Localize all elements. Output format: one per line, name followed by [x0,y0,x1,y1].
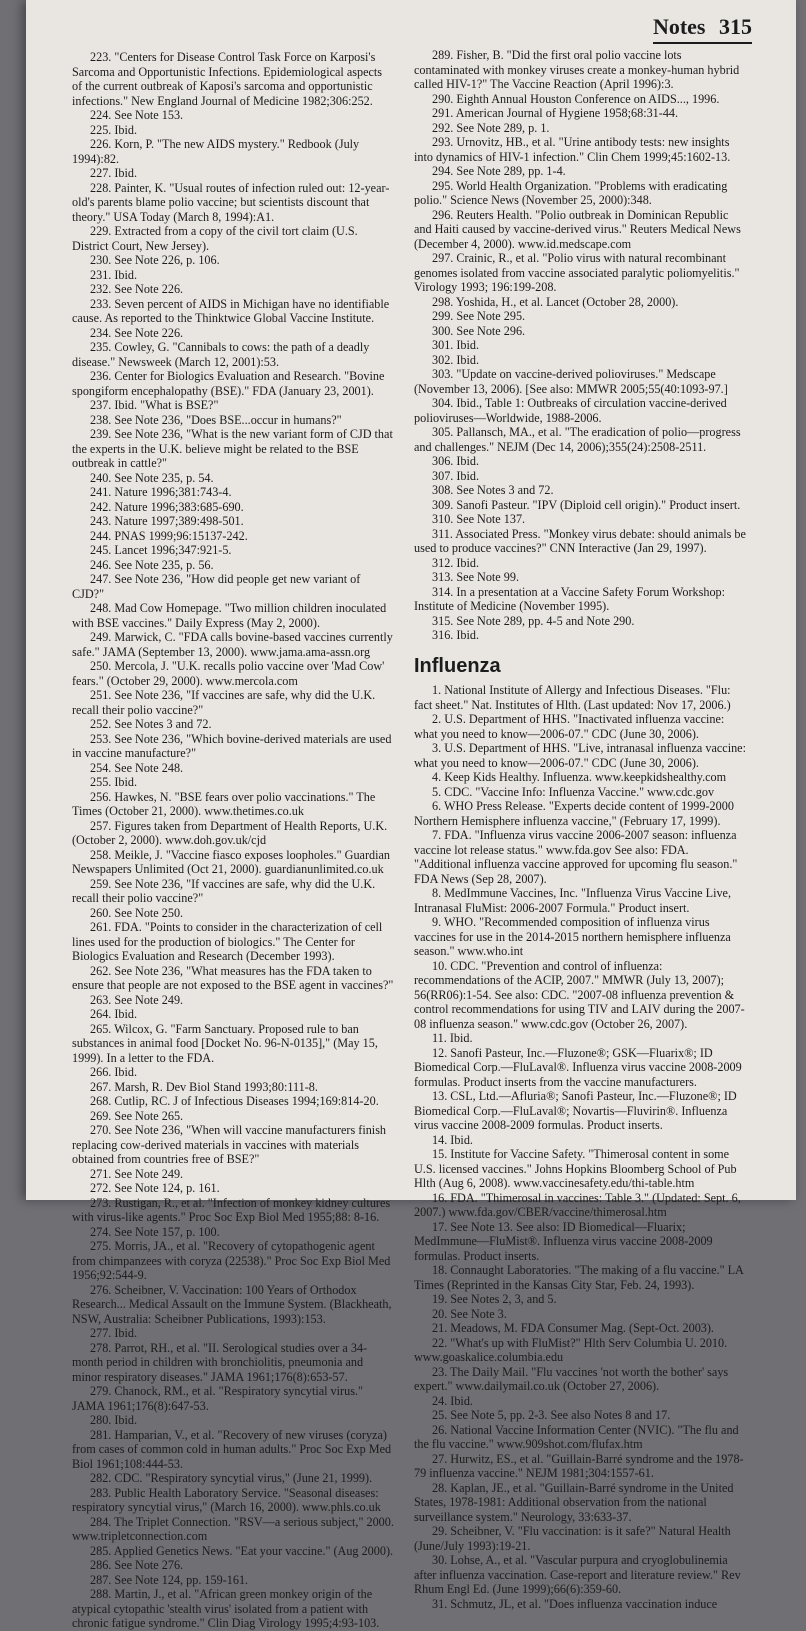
note-entry: 253. See Note 236, "Which bovine-derived materials are used in vaccine manufacture?" [72,731,392,760]
note-entry: 260. See Note 250. [90,905,184,920]
note-entry: 246. See Note 235, p. 56. [90,557,214,572]
note-entry: 290. Eighth Annual Houston Conference on AIDS..., 1996. [432,91,720,106]
note-entry: 226. Korn, P. "The new AIDS mystery." Redbook (July 1994):82. [72,137,360,166]
note-entry: 254. See Note 248. [90,760,184,775]
note-entry: 311. Associated Press. "Monkey virus debate: should animals be used to produce vaccines?" CNN Interactive (Jan 29, 1997). [414,526,746,555]
note-entry: 286. See Note 276. [90,1558,184,1572]
header-title: Notes [652,14,706,39]
note-entry: 305. Pallansch, MA., et al. "The eradication of polio—progress and challenges." NEJM (Dec 14, 2006);355(24):2508-2511. [414,425,741,454]
note-entry: 229. Extracted from a copy of the civil tort claim (U.S. District Court, New Jersey). [72,224,358,253]
note-entry: 244. PNAS 1999;96:15137-242. [90,528,248,543]
note-entry: 315. See Note 289, pp. 4-5 and Note 290. [432,613,635,628]
note-entry: 306. Ibid. [432,454,480,468]
note-entry: 276. Scheibner, V. Vaccination: 100 Years of Orthodox Research... Medical Assault on the Immune System. (Blackheath, NSW, Australia: Scheibner Publications, 1993):153. [72,1282,392,1326]
note-entry: 293. Urnovitz, HB., et al. "Urine antibody tests: new insights into dynamics of HIV-1 infection." Clin Chem 1999;45:1602-13. [414,135,731,164]
note-entry: 23. The Daily Mail. "Flu vaccines 'not worth the bother' says expert." www.dailymail.co.uk (October 27, 2006). [414,1364,729,1393]
note-entry: 8. MedImmune Vaccines, Inc. "Influenza Virus Vaccine Live, Intranasal FluMist: 2006-2007 Formula." Product insert. [414,886,732,915]
note-entry: 266. Ibid. [90,1065,138,1079]
note-entry: 316. Ibid. [432,628,480,642]
note-entry: 262. See Note 236, "What measures has the FDA taken to ensure that people are not exposed to the BSE agent in vaccines?" [72,963,394,992]
note-entry: 275. Morris, JA., et al. "Recovery of cytopathogenic agent from chimpanzees with coryza (22538)." Proc Soc Exp Biol Med 1956;92:544-9. [72,1239,391,1282]
note-entry: 288. Martin, J., et al. "African green monkey origin of the atypical cytopathic 'stealth virus' isolated from a patient with chronic fatigue syndrome." Clin Diag Virology 1995;4:93-103. [72,1587,380,1630]
note-entry: 296. Reuters Health. "Polio outbreak in Dominican Republic and Haiti caused by vaccine-derived virus." Reuters Medical News (December 4, 2000). www.id.medscape.com [414,207,741,251]
note-entry: 267. Marsh, R. Dev Biol Stand 1993;80:111-8. [90,1079,318,1094]
note-entry: 233. Seven percent of AIDS in Michigan have no identifiable cause. As reported to the Thinktwice Global Vaccine Institute. [72,296,390,325]
note-entry: 9. WHO. "Recommended composition of influenza virus vaccines for use in the 2014-2015 northern hemisphere influenza season." www.who.int [414,915,731,958]
note-entry: 24. Ibid. [432,1393,473,1408]
note-entry: 236. Center for Biologics Evaluation and Research. "Bovine spongiform encephalopathy (BSE)." FDA (January 23, 2001). [72,369,385,398]
note-entry: 224. See Note 153. [90,108,184,122]
note-entry: 7. FDA. "Influenza virus vaccine 2006-2007 season: influenza vaccine lot release status." www.fda.gov See also: FDA. "Additional influenza vaccine approved for upcoming flu season." FDA News (Sep 28, 2007). [414,828,738,886]
note-entry: 242. Nature 1996;383:685-690. [90,499,244,514]
note-entry: 279. Chanock, RM., et al. "Respiratory syncytial virus." JAMA 1961;176(8):647-53. [72,1384,363,1413]
note-entry: 5. CDC. "Vaccine Info: Influenza Vaccine." www.cdc.gov [432,784,715,799]
note-entry: 302. Ibid. [432,352,480,367]
note-entry: 281. Hamparian, V., et al. "Recovery of new viruses (coryza) from cases of common cold in human adults." Proc Soc Exp Med Biol 1961;108:444-53. [72,1427,392,1471]
note-entry: 29. Scheibner, V. "Flu vaccination: is it safe?" Natural Health (June/July 1993):19-21. [414,1524,731,1553]
note-entry: 259. See Note 236, "If vaccines are safe, why did the U.K. recall their polio vaccine?" [72,876,376,905]
note-entry: 20. See Note 3. [432,1306,507,1321]
note-entry: 249. Marwick, C. "FDA calls bovine-based vaccines currently safe." JAMA (September 13, 2000). www.jama.ama-assn.org [72,630,393,659]
note-entry: 310. See Note 137. [432,512,526,526]
note-entry: 298. Yoshida, H., et al. Lancet (October 28, 2000). [432,294,679,309]
note-entry: 312. Ibid. [432,555,480,570]
note-entry: 25. See Note 5, pp. 2-3. See also Notes 8 and 17. [432,1408,671,1422]
note-entry: 278. Parrot, RH., et al. "II. Serological studies over a 34-month period in children with bronchiolitis, pneumonia and minor respiratory diseases." JAMA 1961;176(8):653-57. [72,1340,368,1384]
note-entry: 284. The Triplet Connection. "RSV—a serious subject," 2000. www.tripletconnection.com [72,1514,394,1543]
page-header [653,14,752,44]
note-entry: 241. Nature 1996;381:743-4. [90,485,232,499]
note-entry: 27. Hurwitz, ES., et al. "Guillain-Barré syndrome and the 1978-79 influenza vaccine." NEJM 1981;304:1557-61. [414,1451,744,1480]
note-entry: 268. Cutlip, RC. J of Infectious Diseases 1994;169:814-20. [90,1094,379,1108]
note-entry: 300. See Note 296. [432,323,526,338]
note-entry: 17. See Note 13. See also: ID Biomedical—Fluarix; MedImmune—FluMist®. Influenza virus vaccine 2008-2009 formulas. Product inserts. [414,1219,713,1263]
note-entry: 309. Sanofi Pasteur. "IPV (Diploid cell origin)." Product insert. [432,497,741,512]
note-entry: 292. See Note 289, p. 1. [432,120,550,135]
note-entry: 28. Kaplan, JE., et al. "Guillain-Barré syndrome in the United States, 1978-1981: Additional observation from the national surveillance system." Neurology, 33:633-37. [414,1480,734,1524]
note-entry: 289. Fisher, B. "Did the first oral polio vaccine lots contaminated with monkey viruses create a monkey-human hybrid called HIV-1?" The Vaccine Reaction (April 1996):3. [414,48,740,91]
note-entry: 12. Sanofi Pasteur, Inc.—Fluzone®; GSK—Fluarix®; ID Biomedical Corp.—FluLaval®. Influenza virus vaccine 2008-2009 formulas. Product inserts from the vaccine manufacturers. [414,1045,742,1089]
note-entry: 243. Nature 1997;389:498-501. [90,514,244,528]
note-entry: 277. Ibid. [90,1326,138,1340]
note-entry: 270. See Note 236, "When will vaccine manufacturers finish replacing cow-derived materials in vaccines with materials obtained from countries free of BSE?" [72,1123,387,1166]
note-entry: 273. Rustigan, R., et al. "Infection of monkey kidney cultures with virus-like agents." Proc Soc Exp Biol Med 1955;88: 8-16. [72,1195,391,1224]
note-entry: 297. Crainic, R., et al. "Polio virus with natural recombinant genomes isolated from vaccine associated paralytic poliomyelitis." Virology 1993; 196:199-208. [414,251,740,294]
note-entry: 247. See Note 236, "How did people get new variant of CJD?" [72,572,361,601]
note-entry: 314. In a presentation at a Vaccine Safety Forum Workshop: Institute of Medicine (November 1995). [414,584,726,613]
note-entry: 303. "Update on vaccine-derived polioviruses." Medscape (November 13, 2006). [See also: MMWR 2005;55(40:1093-97.] [414,367,728,396]
note-entry: 10. CDC. "Prevention and control of influenza: recommendations of the ACIP, 2007." MMWR (July 13, 2007); 56(RR06):1-54. See also: CDC. "2007-08 influenza prevention & control recommendations for using TIV and LAIV during the 2007-08 influenza season." www.cdc.gov (October 26, 2007). [414,958,745,1031]
note-entry: 1. National Institute of Allergy and Infectious Diseases. "Flu: fact sheet." Nat. Institutes of Hlth. (Last updated: Nov 17, 2006.) [414,683,731,712]
note-entry: 308. See Notes 3 and 72. [432,483,554,497]
section-heading-influenza: Influenza [414,654,501,677]
note-entry: 265. Wilcox, G. "Farm Sanctuary. Proposed rule to ban substances in animal food [Docket No. 96-N-0135]," (May 15, 1999). In a letter to the FDA. [72,1021,378,1065]
note-entry: 263. See Note 249. [90,992,184,1007]
book-page [26,0,796,1630]
note-entry: 240. See Note 235, p. 54. [90,470,214,485]
note-entry: 285. Applied Genetics News. "Eat your vaccine." (Aug 2000). [90,1543,394,1558]
note-entry: 227. Ibid. [90,166,138,180]
note-entry: 299. See Note 295. [432,309,526,323]
note-entry: 272. See Note 124, p. 161. [90,1181,220,1195]
note-entry: 255. Ibid. [90,775,138,789]
note-entry: 257. Figures taken from Department of Health Reports, U.K. (October 2, 2000). www.doh.gov.uk/cjd [72,818,388,847]
note-entry: 19. See Notes 2, 3, and 5. [432,1292,557,1306]
note-entry: 258. Meikle, J. "Vaccine fiasco exposes loopholes." Guardian Newspapers Unlimited (Oct 21, 2000). guardianunlimited.co.uk [72,847,391,876]
note-entry: 261. FDA. "Points to consider in the characterization of cell lines used for the production of biologics." The Center for Biologics Evaluation and Research (December 1993). [72,920,383,963]
note-entry: 237. Ibid. "What is BSE?" [90,398,219,412]
note-entry: 291. American Journal of Hygiene 1958;68:31-44. [432,106,679,120]
note-entry: 250. Mercola, J. "U.K. recalls polio vaccine over 'Mad Cow' fears." (October 29, 2000). www.mercola.com [72,659,385,688]
note-entry: 31. Schmutz, JL, et al. "Does influenza vaccination induce [432,1596,718,1611]
note-entry: 225. Ibid. [90,122,138,137]
note-entry: 3. U.S. Department of HHS. "Live, intranasal influenza vaccine: what you need to know—2006-07." CDC (June 30, 2006). [414,741,746,770]
note-entry: 235. Cowley, G. "Cannibals to cows: the path of a deadly disease." Newsweek (March 12, 2001):53. [72,340,370,369]
note-entry: 230. See Note 226, p. 106. [90,253,220,267]
note-entry: 271. See Note 249. [90,1166,184,1181]
note-entry: 4. Keep Kids Healthy. Influenza. www.keepkidshealthy.com [432,770,727,784]
note-entry: 287. See Note 124, pp. 159-161. [90,1572,249,1587]
note-entry: 238. See Note 236, "Does BSE...occur in humans?" [90,412,342,427]
page-number: 315 [719,14,752,39]
note-entry: 228. Painter, K. "Usual routes of infection ruled out: 12-year-old's parents blame polio vaccine; but scientists discount that theory." USA Today (March 8, 1994):A1. [72,180,390,224]
note-entry: 264. Ibid. [90,1007,138,1021]
note-entry: 283. Public Health Laboratory Service. "Seasonal diseases: respiratory syncytial virus," (March 16, 2000). www.phls.co.uk [72,1485,381,1514]
notes-list-influenza [414,683,748,1611]
note-entry: 30. Lohse, A., et al. "Vascular purpura and cryoglobulinemia after influenza vaccination. Case-report and literature review." Rev Rhum Engl Ed. (June 1999);66(6):359-60. [414,1553,741,1596]
note-entry: 307. Ibid. [432,468,480,483]
note-entry: 232. See Note 226. [90,282,184,296]
note-entry: 280. Ibid. [90,1413,138,1427]
note-entry: 248. Mad Cow Homepage. "Two million children inoculated with BSE vaccines." Daily Express (May 2, 2000). [72,601,387,630]
note-entry: 256. Hawkes, N. "BSE fears over polio vaccinations." The Times (October 21, 2000). www.thetimes.co.uk [72,789,376,818]
note-entry: 18. Connaught Laboratories. "The making of a flu vaccine." LA Times (Reprinted in the Kansas City Star, Feb. 24, 1993). [414,1263,744,1292]
note-entry: 15. Institute for Vaccine Safety. "Thimerosal content in some U.S. licensed vaccines." Johns Hopkins Bloomberg School of Pub Hlth (Aug 6, 2008). www.vaccinesafety.edu/thi-table.htm [414,1147,737,1190]
note-entry: 231. Ibid. [90,267,138,282]
note-entry: 269. See Note 265. [90,1108,184,1123]
note-entry: 223. "Centers for Disease Control Task Force on Karposi's Sarcoma and Opportunistic Infections. Epidemiological aspects of the current outbreak of Kaposi's sarcoma and opportunistic infections." New England Journal of Medicine 1982;306:252. [72,50,383,108]
note-entry: 304. Ibid., Table 1: Outbreaks of circulation vaccine-derived polioviruses—Worldwide, 1988-2006. [414,396,727,425]
note-entry: 282. CDC. "Respiratory syncytial virus," (June 21, 1999). [90,1471,373,1485]
note-entry: 16. FDA. "Thimerosal in vaccines: Table 3." (Updated: Sept. 6, 2007.) www.fda.gov/CBER/vaccine/thimerosal.htm [414,1190,741,1219]
note-entry: 252. See Notes 3 and 72. [90,717,212,731]
notes-column-left [72,50,394,1631]
note-entry: 295. World Health Organization. "Problems with eradicating polio." Science News (November 25, 2000):348. [414,178,728,207]
note-entry: 274. See Note 157, p. 100. [90,1224,220,1239]
note-entry: 234. See Note 226. [90,325,184,340]
note-entry: 2. U.S. Department of HHS. "Inactivated influenza vaccine: what you need to know—2006-07." CDC (June 30, 2006). [414,712,725,741]
note-entry: 239. See Note 236, "What is the new variant form of CJD that the experts in the U.K. believe might be related to the BSE outbreak in cattle?" [72,427,393,470]
note-entry: 14. Ibid. [432,1132,473,1147]
note-entry: 294. See Note 289, pp. 1-4. [432,164,566,178]
note-entry: 6. WHO Press Release. "Experts decide content of 1999-2000 Northern Hemisphere influenza vaccine," (February 17, 1999). [414,799,734,828]
note-entry: 313. See Note 99. [432,570,519,584]
note-entry: 251. See Note 236, "If vaccines are safe, why did the U.K. recall their polio vaccine?" [72,688,376,717]
note-entry: 301. Ibid. [432,338,480,352]
notes-column-right [414,48,748,1611]
note-entry: 26. National Vaccine Information Center (NVIC). "The flu and the flu vaccine." www.909shot.com/flufax.htm [414,1422,739,1451]
note-entry: 13. CSL, Ltd.—Afluria®; Sanofi Pasteur, Inc.—Fluzone®; ID Biomedical Corp.—FluLaval®; Novartis—Fluvirin®. Influenza virus vaccine 2008-2009 formulas. Product inserts. [414,1089,737,1132]
note-entry: 245. Lancet 1996;347:921-5. [90,543,232,557]
note-entry: 11. Ibid. [432,1031,473,1045]
note-entry: 21. Meadows, M. FDA Consumer Mag. (Sept-Oct. 2003). [432,1321,714,1335]
note-entry: 22. "What's up with FluMist?" Hlth Serv Columbia U. 2010. www.goaskalice.columbia.edu [414,1335,728,1364]
notes-list-continued [414,48,748,643]
